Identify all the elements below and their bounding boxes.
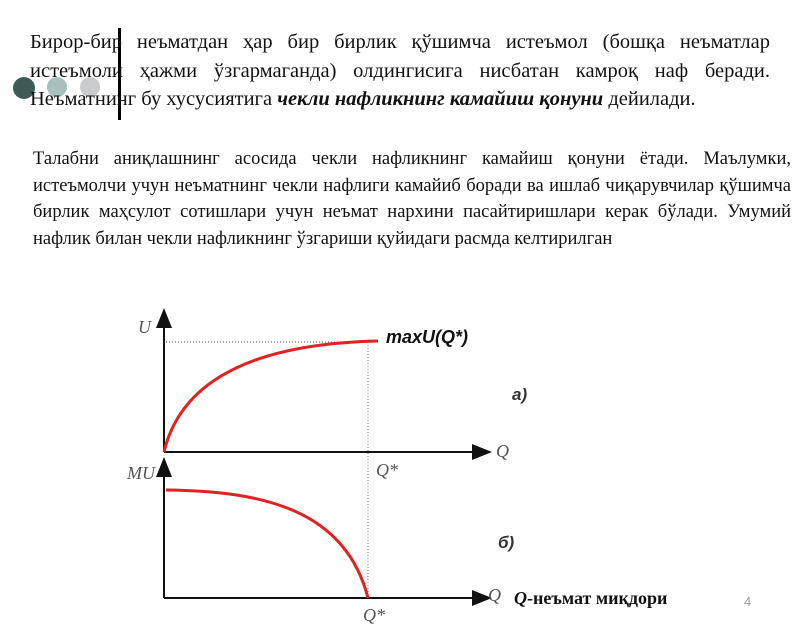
top-y-label: U [138,317,151,337]
intro-text-end: дейилади. [603,88,696,110]
total-utility-curve [164,341,378,452]
caption-text: -неъмат миқдори [527,588,668,608]
marginal-utility-curve [166,490,368,598]
panel-label-b: б) [498,533,515,552]
bottom-x-label: Q [488,585,501,605]
demand-paragraph: Талабни аниқлашнинг асосида чекли нафликнинг камайиш қонуни ётади. Маълумки, истеъмолчи учун неъматнинг чекли нафлиги камайиб боради ва ишлаб чиқарувчилар қўшимча бирлик маҳсулот сотишлари учун неъмат нархини пасайтиришлари керак бўлади. Умумий нафлик билан чекли нафликнинг ўзгариши қуйидаги расмда келтирилган [33,149,791,249]
bottom-y-label: MU [127,463,155,483]
law-name: чекли нафликнинг камайиш қонуни [277,88,604,110]
intro-text: Бирор-бир неъматдан ҳар бир бирлик қўшимча истеъмол (бошқа неъматлар истеъмоли ҳажми ўзгармаганда) олдингисига нисбатан камроқ наф беради. Неъматнинг бу хусусиятига [30,31,770,110]
max-utility-label: maxU(Q*) [386,327,469,347]
caption-q: Q [514,588,527,608]
bottom-qstar-label: Q* [363,605,385,625]
page-number: 4 [744,594,752,609]
top-qstar-label: Q* [376,460,398,480]
panel-label-a: а) [512,385,528,404]
top-x-label: Q [496,441,509,461]
quantity-caption [514,588,667,609]
